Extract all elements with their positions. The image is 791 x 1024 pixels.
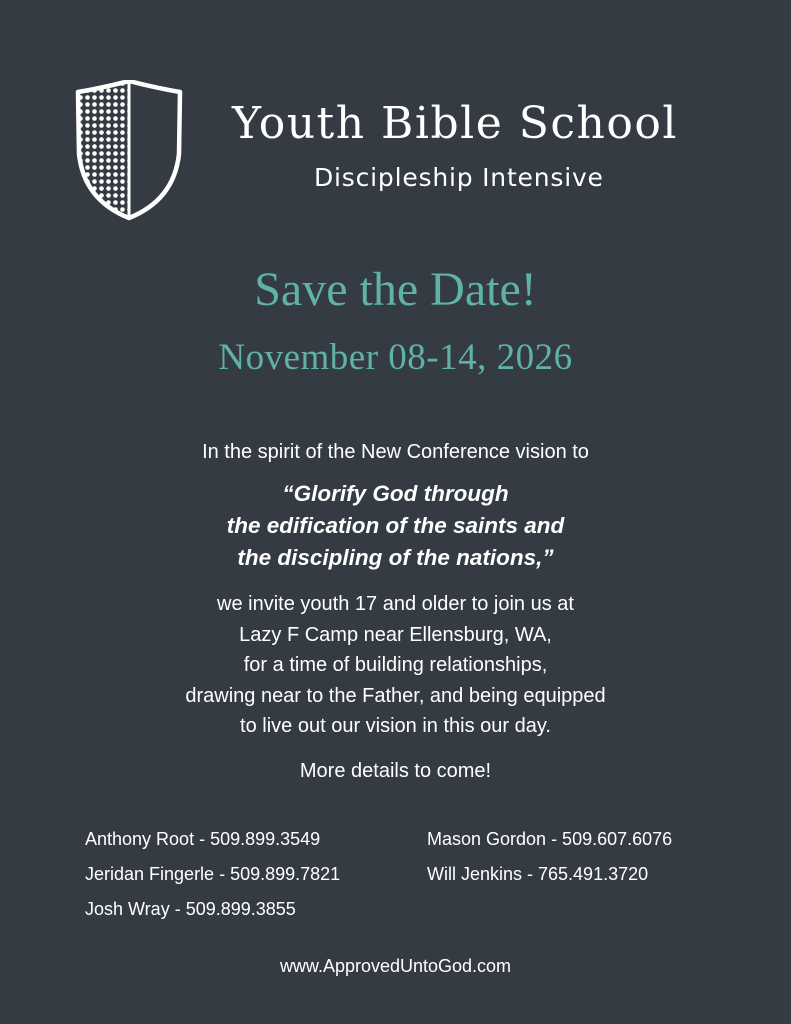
contact-mason-gordon: Mason Gordon - 509.607.6076 (427, 829, 673, 849)
intro-text: In the spirit of the New Conference vision to (202, 441, 589, 463)
brand-subtitle: Discipleship Intensive (314, 163, 604, 192)
vision-quote (0, 478, 791, 574)
shield-icon (70, 80, 188, 222)
event-dates: November 08-14, 2026 (218, 337, 573, 378)
contact-anthony-root: Anthony Root - 509.899.3549 (85, 829, 321, 849)
quote-line: the edification of the saints and (226, 513, 565, 538)
body-line: Lazy F Camp near Ellensburg, WA, (239, 623, 552, 646)
body-line: drawing near to the Father, and being equipped (185, 684, 606, 707)
body-line: for a time of building relationships, (243, 654, 548, 676)
contact-jeridan-fingerle: Jeridan Fingerle - 509.899.7821 (85, 864, 341, 884)
more-details-text: More details to come! (299, 760, 492, 782)
body-line: we invite youth 17 and older to join us at (217, 593, 574, 615)
contact-josh-wray: Josh Wray - 509.899.3855 (85, 899, 296, 919)
invitation-text (0, 589, 791, 742)
brand-title: Youth Bible School (232, 98, 678, 149)
quote-line: “Glorify God through (282, 481, 509, 506)
body-line: to live out our vision in this our day. (240, 715, 551, 737)
quote-line: the discipling of the nations,” (237, 545, 554, 570)
contact-will-jenkins: Will Jenkins - 765.491.3720 (427, 864, 649, 884)
website-link[interactable]: www.ApprovedUntoGod.com (279, 956, 512, 976)
save-the-date-headline: Save the Date! (254, 263, 537, 316)
